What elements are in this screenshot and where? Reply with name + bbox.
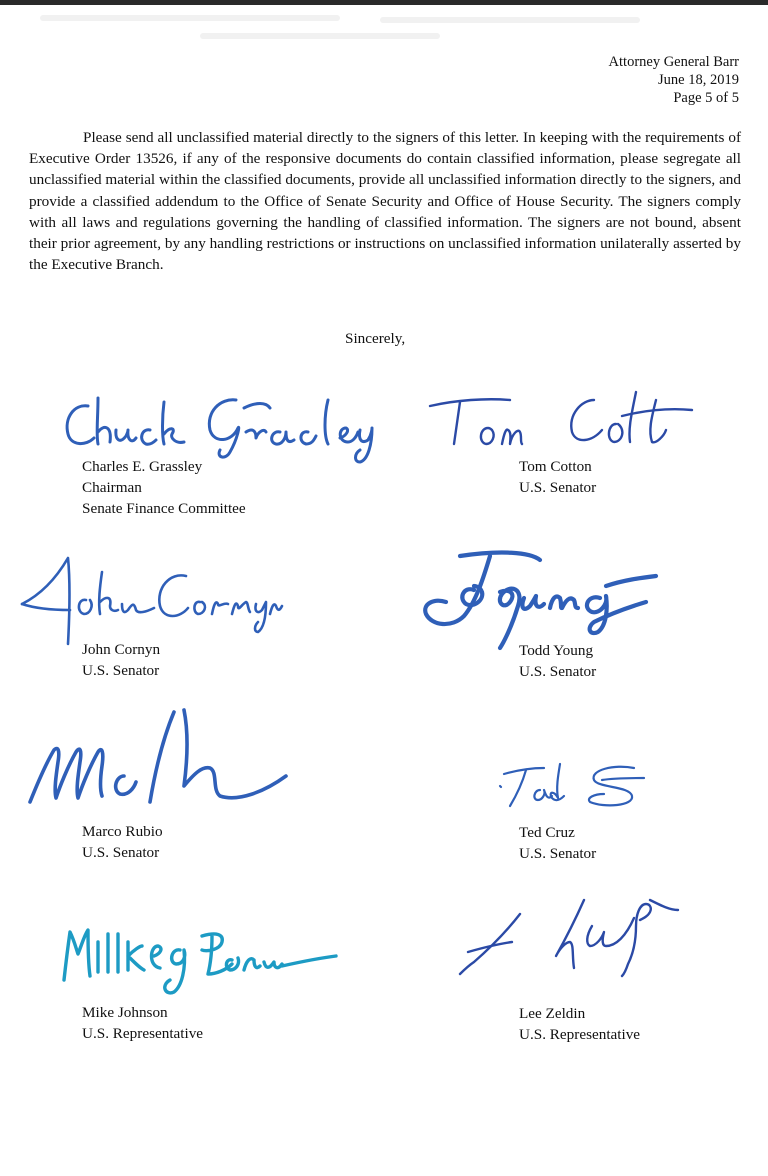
signer-name: Charles E. Grassley	[82, 458, 203, 475]
signature-cotton	[426, 386, 696, 456]
signature-rubio	[24, 706, 294, 812]
signer-block-rubio	[82, 821, 163, 863]
signer-block-cornyn	[82, 639, 160, 681]
letter-date: June 18, 2019	[658, 72, 739, 88]
signature-cornyn	[18, 552, 286, 652]
signer-block-cotton	[519, 456, 596, 498]
signer-committee: Senate Finance Committee	[82, 500, 246, 517]
recipient-line: Attorney General Barr	[608, 54, 739, 70]
closing-salutation: Sincerely,	[345, 330, 406, 347]
signer-name: Lee Zeldin	[519, 1005, 586, 1022]
signer-title: U.S. Senator	[82, 662, 160, 679]
faint-scan-artifact	[0, 5, 768, 45]
signer-block-young	[519, 640, 596, 682]
signature-johnson	[56, 912, 340, 1002]
signer-title: U.S. Senator	[519, 845, 597, 862]
signer-name: Tom Cotton	[519, 458, 592, 475]
signer-title: U.S. Senator	[519, 663, 597, 680]
signer-name: Ted Cruz	[519, 824, 575, 841]
signature-zeldin	[456, 896, 682, 980]
signer-block-zeldin	[519, 1003, 640, 1045]
signer-name: Todd Young	[519, 642, 594, 659]
page-number: Page 5 of 5	[673, 90, 739, 106]
signer-name: Marco Rubio	[82, 823, 163, 840]
signer-title: U.S. Representative	[82, 1025, 204, 1042]
signer-name: Mike Johnson	[82, 1004, 168, 1021]
signer-title: U.S. Representative	[519, 1026, 641, 1043]
signer-block-johnson	[82, 1002, 203, 1044]
body-paragraph: Please send all unclassified material directly to the signers of this letter. In keeping with the requirements of Executive Order 13526, if any of the responsive documents do contain classified information, please segregate all unclassified material within the classified documents, provide all unclassified information directly to the signers, and provide a classified addendum to the Office of Senate Security and Office of House Security. The signers comply with all laws and regulations governing the handling of classified information. The signers are not bound, absent their prior agreement, by any handling restrictions or instructions on unclassified information unilaterally asserted by the Executive Branch.	[29, 129, 741, 274]
signer-name: John Cornyn	[82, 641, 161, 658]
signer-title: U.S. Senator	[82, 844, 160, 861]
signature-cruz	[494, 756, 664, 816]
signer-title: Chairman	[82, 479, 142, 496]
letter-header	[609, 53, 739, 107]
signer-block-cruz	[519, 822, 596, 864]
signer-block-grassley	[82, 456, 246, 519]
signer-title: U.S. Senator	[519, 479, 597, 496]
